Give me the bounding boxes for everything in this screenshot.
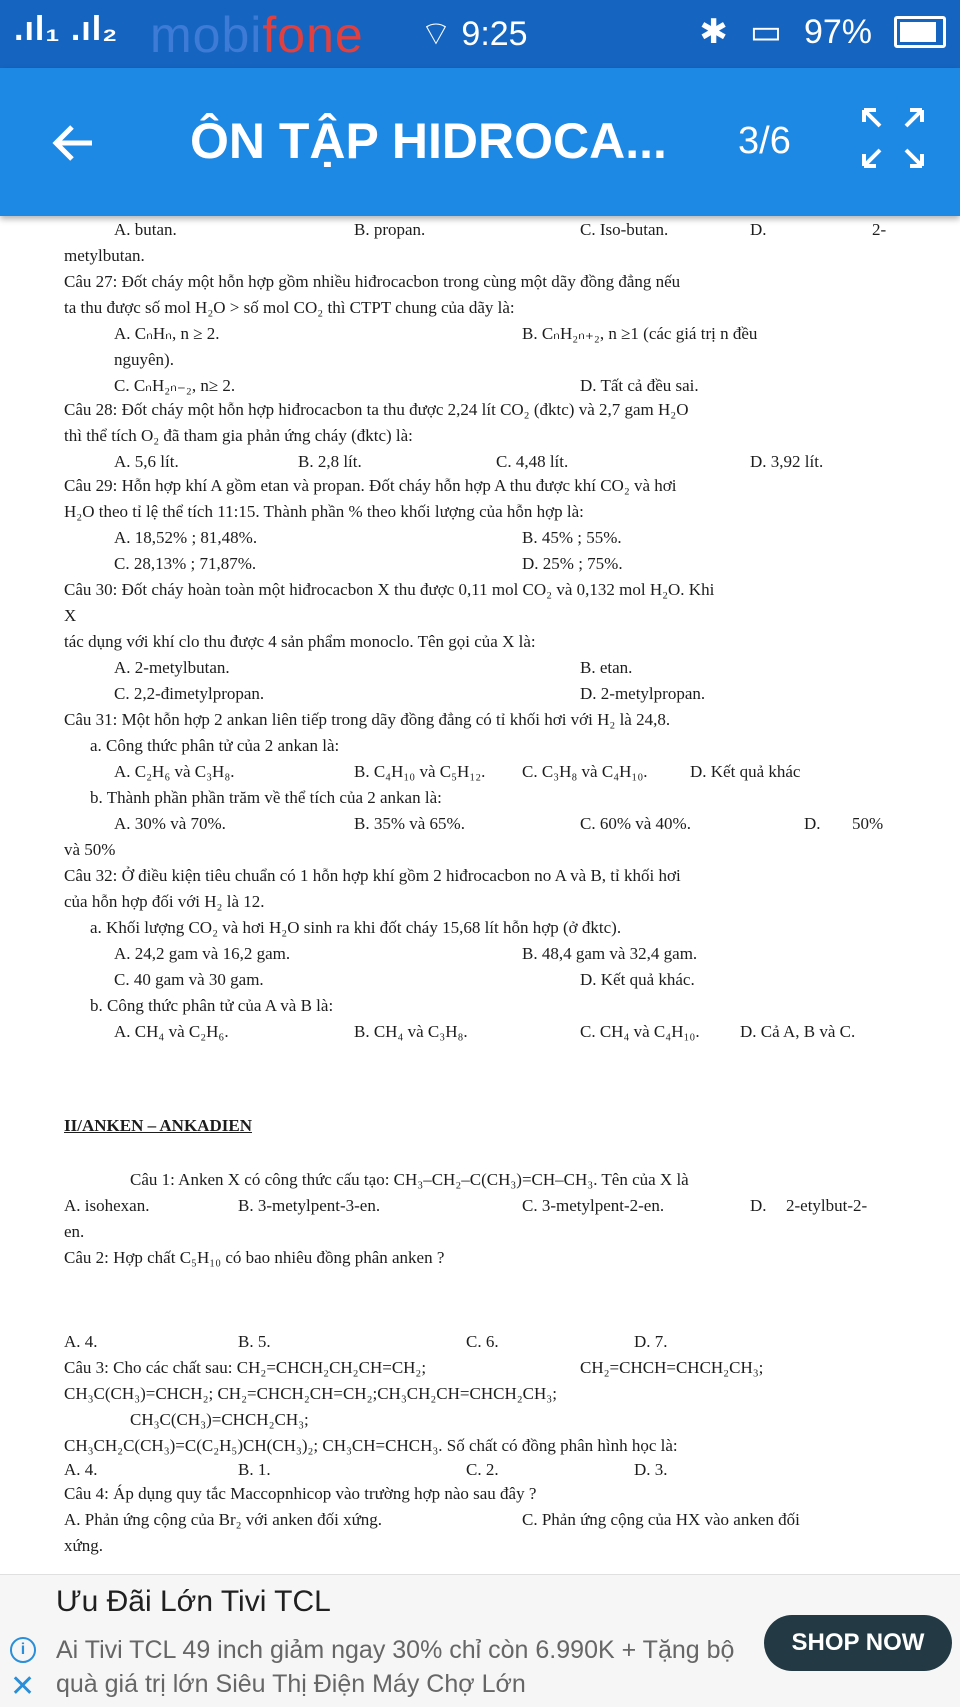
document-line: A. 4. — [64, 1460, 98, 1479]
document-line: D. — [750, 1196, 767, 1215]
document-line: A. CₙHₙ, n ≥ 2. — [114, 324, 220, 343]
document-line: C. 3-metylpent-2-en. — [522, 1196, 665, 1215]
document-line: C. 6. — [466, 1332, 499, 1351]
document-line: b. Công thức phân tử của A và B là: — [90, 996, 334, 1015]
document-line: metylbutan. — [64, 246, 145, 265]
document-line: B. CH₄ và C₃H₈. — [354, 1022, 468, 1041]
close-icon[interactable]: ✕ — [10, 1670, 36, 1703]
document-line: CH₂=CHCH=CHCH₂CH₃; — [580, 1358, 764, 1377]
document-line: thì thể tích O₂ đã tham gia phản ứng cháy (đktc) là: — [64, 426, 413, 445]
document-line: A. butan. — [114, 220, 177, 239]
ad-title[interactable]: Ưu Đãi Lớn Tivi TCL — [56, 1585, 331, 1618]
status-right — [699, 12, 946, 52]
document-page[interactable] — [0, 216, 960, 1560]
document-line: Câu 1: Anken X có công thức cấu tạo: CH₃–CH₂–C(CH₃)=CH–CH₃. Tên của X là — [130, 1170, 689, 1189]
document-line: tác dụng với khí clo thu được 4 sản phẩm monoclo. Tên gọi của X là: — [64, 632, 536, 651]
document-line: B. 1. — [238, 1460, 271, 1479]
arrow-left-icon[interactable] — [50, 116, 94, 172]
document-line: H₂O theo tỉ lệ thể tích 11:15. Thành phần % theo khối lượng của hỗn hợp là: — [64, 502, 584, 521]
status-bar — [0, 0, 960, 68]
document-line: D. 2-metylpropan. — [580, 684, 706, 703]
document-line: a. Khối lượng CO₂ và hơi H₂O sinh ra khi đốt cháy 15,68 lít hỗn hợp (ở đktc). — [90, 918, 622, 937]
signal-icon: .ıl₁ .ıl₂ — [14, 10, 119, 48]
document-line: A. 4. — [64, 1332, 98, 1351]
info-icon[interactable]: i — [10, 1637, 36, 1663]
page-title: ÔN TẬP HIDROCA... — [190, 113, 667, 169]
document-line: D. 7. — [634, 1332, 668, 1351]
document-line: CH₃C(CH₃)=CHCH₂; CH₂=CHCH₂CH=CH₂;CH₃CH₂CH=CHCH₂CH₃; — [64, 1384, 557, 1403]
document-line: D. Kết quả khác — [690, 762, 801, 781]
document-line: Câu 29: Hỗn hợp khí A gồm etan và propan. Đốt cháy hỗn hợp A thu được khí CO₂ và hơi — [64, 476, 677, 495]
document-line: C. CₙH₂ₙ₋₂, n≥ 2. — [114, 376, 236, 395]
ad-banner[interactable] — [0, 1574, 960, 1707]
document-line: A. 30% và 70%. — [114, 814, 226, 833]
ad-body[interactable]: Ai Tivi TCL 49 inch giảm ngay 30% chỉ còn 6.990K + Tặng bộ quà giá trị lớn Siêu Thị Điện Máy Chợ Lớn — [56, 1636, 735, 1698]
document-line: A. 18,52% ; 81,48%. — [114, 528, 258, 547]
clock: ⌔ 9:25 — [420, 15, 528, 53]
fullscreen-icon[interactable] — [858, 106, 928, 176]
document-line: D. 25% ; 75%. — [522, 554, 623, 573]
document-line: B. CₙH₂ₙ₊₂, n ≥1 (các giá trị n đều — [522, 324, 758, 343]
document-line: B. 3-metylpent-3-en. — [238, 1196, 381, 1215]
document-line: B. 5. — [238, 1332, 271, 1351]
document-line: B. 45% ; 55%. — [522, 528, 622, 547]
document-line: D. Kết quả khác. — [580, 970, 695, 989]
document-line: 50% — [852, 814, 884, 833]
battery-icon — [894, 16, 946, 48]
document-line: B. 35% và 65%. — [354, 814, 465, 833]
document-line: 2- — [872, 220, 887, 239]
document-line: B. 48,4 gam và 32,4 gam. — [522, 944, 698, 963]
document-line: C. 4,48 lít. — [496, 452, 569, 471]
document-line: A. CH₄ và C₂H₆. — [114, 1022, 229, 1041]
document-line: B. 2,8 lít. — [298, 452, 362, 471]
document-line: Câu 30: Đốt cháy hoàn toàn một hiđrocacbon X thu được 0,11 mol CO₂ và 0,132 mol H₂O. Khi — [64, 580, 715, 599]
cast-icon: ▭ — [749, 13, 782, 51]
document-line: ta thu được số mol H₂O > số mol CO₂ thì CTPT chung của dãy là: — [64, 298, 515, 317]
document-line: C. C₃H₈ và C₄H₁₀. — [522, 762, 648, 781]
carrier-logo: mobifone — [150, 7, 364, 63]
document-line: CH₃CH₂C(CH₃)=C(C₂H₅)CH(CH₃)₂; CH₃CH=CHCH₃. Số chất có đồng phân hình học là: — [64, 1436, 678, 1455]
battery-level: 97% — [803, 12, 872, 51]
document-line: D. 3,92 lít. — [750, 452, 824, 471]
document-line: a. Công thức phân tử của 2 ankan là: — [90, 736, 340, 755]
document-line: b. Thành phần phần trăm về thể tích của 2 ankan là: — [90, 788, 442, 807]
document-line: C. Iso-butan. — [580, 220, 669, 239]
document-line: D. — [750, 220, 767, 239]
document-line: II/ANKEN – ANKADIEN — [64, 1116, 252, 1135]
document-line: A. 5,6 lít. — [114, 452, 179, 471]
document-line: Câu 3: Cho các chất sau: CH₂=CHCH₂CH₂CH=CH₂; — [64, 1358, 427, 1377]
document-line: X — [64, 606, 77, 625]
document-line: C. 40 gam và 30 gam. — [114, 970, 264, 989]
document-line: nguyên). — [114, 350, 174, 369]
document-line: B. propan. — [354, 220, 426, 239]
document-line: 2-etylbut-2- — [786, 1196, 868, 1215]
app-bar — [0, 68, 960, 216]
document-line: A. Phản ứng cộng của Br₂ với anken đối xứng. — [64, 1510, 383, 1529]
document-line: C. 2. — [466, 1460, 499, 1479]
document-line: Câu 2: Hợp chất C₅H₁₀ có bao nhiêu đồng phân anken ? — [64, 1248, 445, 1267]
document-line: B. C₄H₁₀ và C₅H₁₂. — [354, 762, 486, 781]
document-line: D. Cả A, B và C. — [740, 1022, 856, 1041]
document-line: của hỗn hợp đối với H₂ là 12. — [64, 892, 265, 911]
document-line: D. — [804, 814, 821, 833]
document-line: en. — [64, 1222, 85, 1241]
document-line: CH₃C(CH₃)=CHCH₂CH₃; — [130, 1410, 309, 1429]
document-line: A. 2-metylbutan. — [114, 658, 230, 677]
document-line: Câu 28: Đốt cháy một hỗn hợp hiđrocacbon ta thu được 2,24 lít CO₂ (đktc) và 2,7 gam H₂O — [64, 400, 689, 419]
document-line: B. etan. — [580, 658, 633, 677]
document-line: C. 60% và 40%. — [580, 814, 691, 833]
shop-now-button[interactable]: SHOP NOW — [764, 1615, 952, 1671]
document-line: Câu 31: Một hỗn hợp 2 ankan liên tiếp trong dãy đồng đẳng có tỉ khối hơi với H₂ là 24,8. — [64, 710, 671, 729]
bluetooth-icon: ✱ — [699, 13, 728, 51]
document-line: xứng. — [64, 1536, 103, 1555]
document-line: C. CH₄ và C₄H₁₀. — [580, 1022, 700, 1041]
document-line: D. 3. — [634, 1460, 668, 1479]
document-line: Câu 32: Ở điều kiện tiêu chuẩn có 1 hỗn hợp khí gồm 2 hiđrocacbon no A và B, tỉ khối hơi — [64, 866, 681, 885]
document-line: A. isohexan. — [64, 1196, 150, 1215]
document-line: A. 24,2 gam và 16,2 gam. — [114, 944, 291, 963]
document-line: Câu 4: Áp dụng quy tắc Maccopnhicop vào trường hợp nào sau đây ? — [64, 1484, 537, 1503]
document-line: D. Tất cả đều sai. — [580, 376, 699, 395]
page-indicator: 3/6 — [738, 120, 791, 162]
document-line: C. 2,2-đimetylpropan. — [114, 684, 265, 703]
document-line: Câu 27: Đốt cháy một hỗn hợp gồm nhiều hiđrocacbon trong cùng một dãy đồng đẳng nếu — [64, 272, 681, 291]
document-line: C. Phản ứng cộng của HX vào anken đối — [522, 1510, 800, 1529]
wifi-icon: ⌔ — [420, 15, 452, 53]
document-line: A. C₂H₆ và C₃H₈. — [114, 762, 235, 781]
document-line: và 50% — [64, 840, 116, 859]
document-line: C. 28,13% ; 71,87%. — [114, 554, 257, 573]
